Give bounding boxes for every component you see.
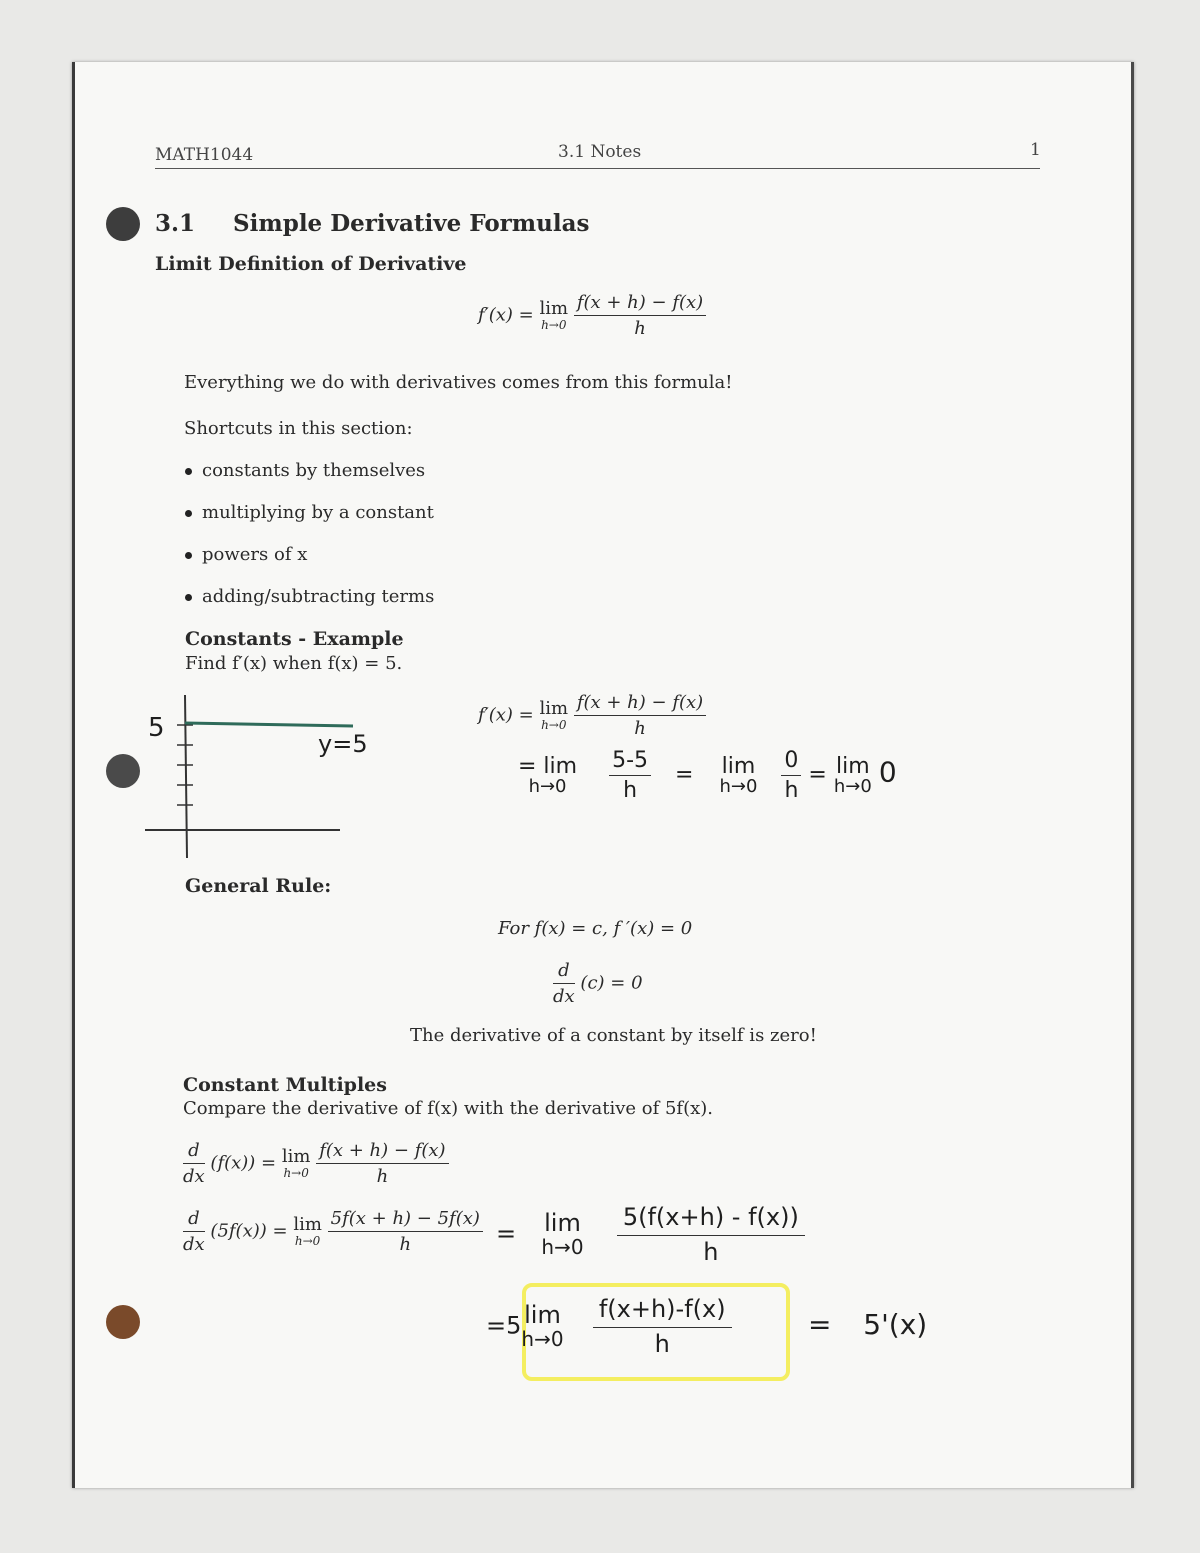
constants-example-prompt: Find f′(x) when f(x) = 5. [185, 653, 403, 674]
hand-work-multiples-1: = lim h→0 $\frac{5(f(x+h) - f(x))}{h}$ [496, 1203, 805, 1266]
header-rule [155, 168, 1040, 169]
list-item: adding/subtracting terms [185, 586, 434, 607]
binder-hole-bottom [106, 1305, 140, 1339]
general-rule-line1: For f(x) = c, f ′(x) = 0 [498, 918, 693, 939]
constant-graph [135, 690, 365, 860]
list-item: constants by themselves [185, 460, 425, 481]
section-number: 3.1 [155, 210, 196, 237]
constants-example-heading: Constants - Example [185, 628, 404, 650]
constant-multiples-prompt: Compare the derivative of f(x) with the derivative of 5f(x). [183, 1098, 714, 1119]
general-rule-heading: General Rule: [185, 875, 332, 897]
constant-multiples-heading: Constant Multiples [183, 1074, 387, 1096]
header-course: MATH1044 [155, 145, 254, 165]
hand-work-multiples-2: =5 lim h→0 $\frac{f(x+h)-f(x)}{h}$ [486, 1295, 732, 1358]
multiples-row1: $\frac{d}{dx}$ (f(x)) = lim h→0 $\frac{f(x + h) - f(x)}{h}$ [183, 1140, 449, 1187]
limit-def-fraction: $\frac{f(x + h) - f(x)}{h}$ [574, 292, 706, 339]
graph-y-axis [185, 695, 187, 858]
constants-work-line1: f′(x) = lim h→0 $\frac{f(x + h) - f(x)}{h}$ [478, 692, 706, 739]
general-rule-note: The derivative of a constant by itself is zero! [410, 1025, 817, 1046]
header-title: 3.1 Notes [558, 142, 642, 162]
graph-line-label: y=5 [318, 730, 368, 758]
limit-def-lhs: f′(x) = [478, 304, 540, 326]
limit-def-lim: lim h→0 [539, 297, 569, 332]
list-item: powers of x [185, 544, 307, 565]
shortcuts-label: Shortcuts in this section: [184, 418, 413, 439]
section-title [155, 210, 589, 237]
list-item: multiplying by a constant [185, 502, 434, 523]
general-rule-derivative: $\frac{d}{dx}$ (c) = 0 [553, 960, 643, 1007]
hand-result: = 5'(x) [808, 1308, 928, 1341]
section-name: Simple Derivative Formulas [233, 210, 590, 237]
limit-def-heading: Limit Definition of Derivative [155, 253, 467, 275]
limit-def-formula [478, 292, 706, 339]
hand-work-constants: = lim h→0 $\frac{5-5}{h}$ = lim h→0 $\frac{0}{h}$ = lim h→0 0 [518, 748, 897, 803]
intro-text: Everything we do with derivatives comes from this formula! [184, 372, 733, 393]
binder-hole-top [106, 207, 140, 241]
graph-line-y5 [185, 723, 353, 726]
graph-y-label: 5 [148, 713, 165, 743]
header-page-number: 1 [1030, 140, 1041, 160]
multiples-row2: $\frac{d}{dx}$ (5f(x)) = lim h→0 $\frac{5f(x + h) - 5f(x)}{h}$ [183, 1208, 483, 1255]
